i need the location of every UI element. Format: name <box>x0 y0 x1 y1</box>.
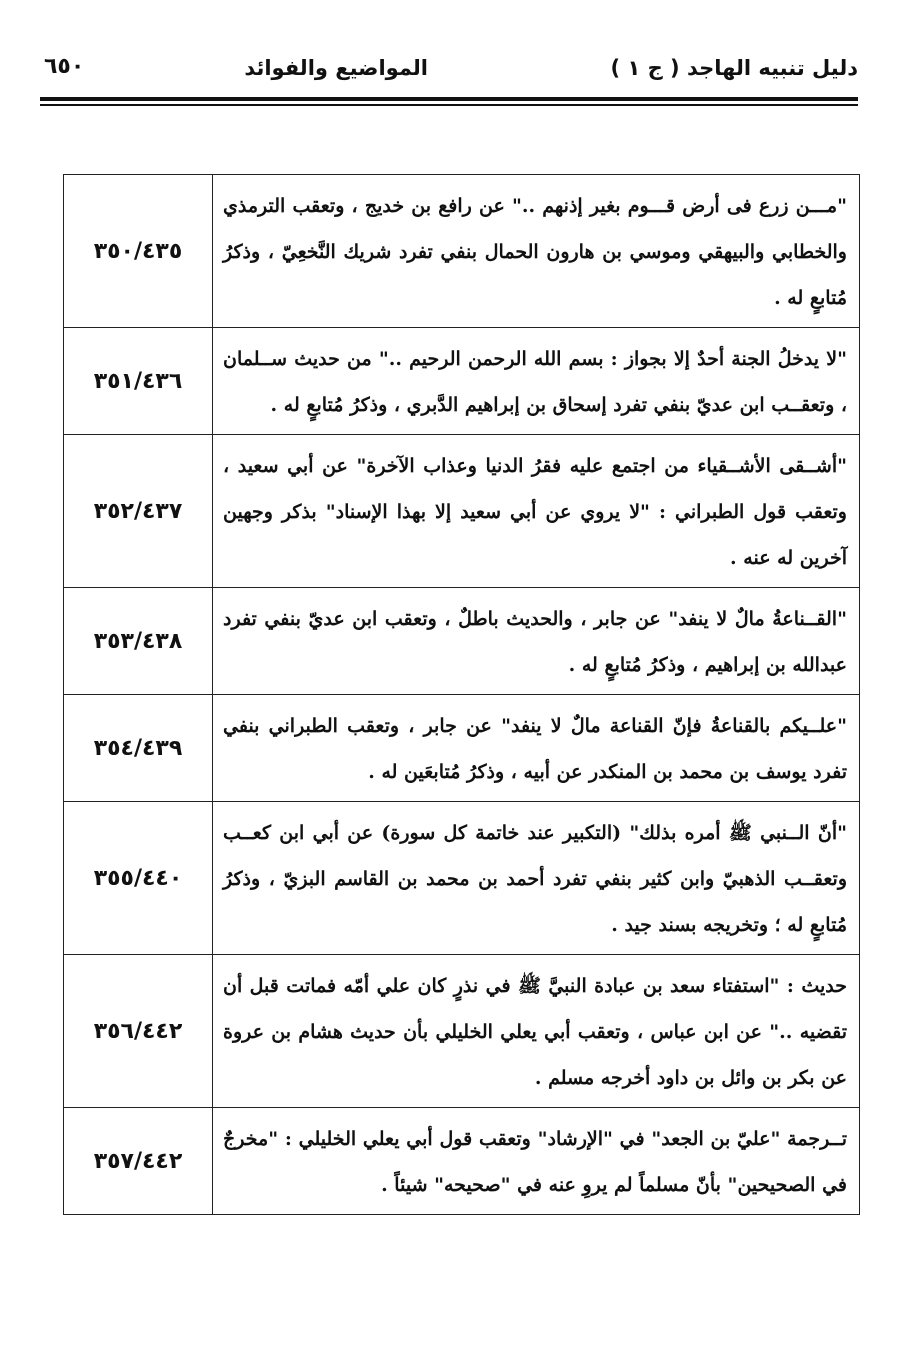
section-title: المواضيع والفوائد <box>244 56 428 80</box>
table-row <box>64 802 860 955</box>
entry-ref: ٣٥٧/٤٤٢ <box>64 1108 213 1215</box>
entry-ref: ٣٥٤/٤٣٩ <box>64 695 213 802</box>
entry-text: حديث : "استفتاء سعد بن عبادة النبيَّ ﷺ في نذرٍ كان علي أمّه فماتت قبل أن تقضيه .." عن ابن عباس ، وتعقب أبي يعلي الخليلي بأن حديث هشام بن عروة عن بكر بن وائل بن داود أخرجه مسلم . <box>213 955 860 1108</box>
table-row <box>64 588 860 695</box>
page-number: ٦٥٠ <box>44 54 85 79</box>
index-table <box>63 174 860 1215</box>
book-title: دليل تنبيه الهاجد ( ج ١ ) <box>610 56 858 80</box>
table-row <box>64 695 860 802</box>
entry-ref: ٣٥١/٤٣٦ <box>64 328 213 435</box>
entry-ref: ٣٥٣/٤٣٨ <box>64 588 213 695</box>
table-row <box>64 1108 860 1215</box>
entry-ref: ٣٥٦/٤٤٢ <box>64 955 213 1108</box>
page-header <box>40 50 858 90</box>
entry-text: "علــيكم بالقناعةُ فإنّ القناعة مالٌ لا ينفد" عن جابر ، وتعقب الطبراني بنفي تفرد يوسف بن محمد بن المنكدر عن أبيه ، وذكرُ مُتابعَين له . <box>213 695 860 802</box>
entry-text: "مـــن زرع فى أرض قـــوم بغير إذنهم .." عن رافع بن خديج ، وتعقب الترمذي والخطابي والبيهقي وموسي بن هارون الحمال بنفي تفرد شريك النَّخعِيّ ، وذكرُ مُتابعٍ له . <box>213 175 860 328</box>
header-rule-thick <box>40 97 858 101</box>
table-row <box>64 328 860 435</box>
table-row <box>64 175 860 328</box>
header-rule-thin <box>40 104 858 106</box>
entry-ref: ٣٥٥/٤٤٠ <box>64 802 213 955</box>
table-row <box>64 955 860 1108</box>
entry-text: "لا يدخلُ الجنة أحدٌ إلا بجواز : بسم الله الرحمن الرحيم .." من حديث ســلمان ، وتعقــب ابن عديّ بنفي تفرد إسحاق بن إبراهيم الدَّبري ، وذكرُ مُتابعٍ له . <box>213 328 860 435</box>
entry-text: "أنّ الــنبي ﷺ أمره بذلك" (التكبير عند خاتمة كل سورة) عن أبي ابن كعــب وتعقــب الذهبيّ وابن كثير بنفي تفرد أحمد بن محمد بن القاسم البزيّ ، وذكرُ مُتابعٍ له ؛ وتخريجه بسند جيد . <box>213 802 860 955</box>
entry-text: "القــناعةُ مالٌ لا ينفد" عن جابر ، والحديث باطلٌ ، وتعقب ابن عديّ بنفي تفرد عبدالله بن إبراهيم ، وذكرُ مُتابعٍ له . <box>213 588 860 695</box>
entry-text: تــرجمة "عليّ بن الجعد" في "الإرشاد" وتعقب قول أبي يعلي الخليلي : "مخرجٌ في الصحيحين" بأنّ مسلماً لم يروِ عنه في "صحيحه" شيئاً . <box>213 1108 860 1215</box>
entry-ref: ٣٥٢/٤٣٧ <box>64 435 213 588</box>
entry-text: "أشــقى الأشــقياء من اجتمع عليه فقرُ الدنيا وعذاب الآخرة" عن أبي سعيد ، وتعقب قول الطبراني : "لا يروي عن أبي سعيد إلا بهذا الإسناد" بذكر وجهين آخرين له عنه . <box>213 435 860 588</box>
entry-ref: ٣٥٠/٤٣٥ <box>64 175 213 328</box>
table-row <box>64 435 860 588</box>
